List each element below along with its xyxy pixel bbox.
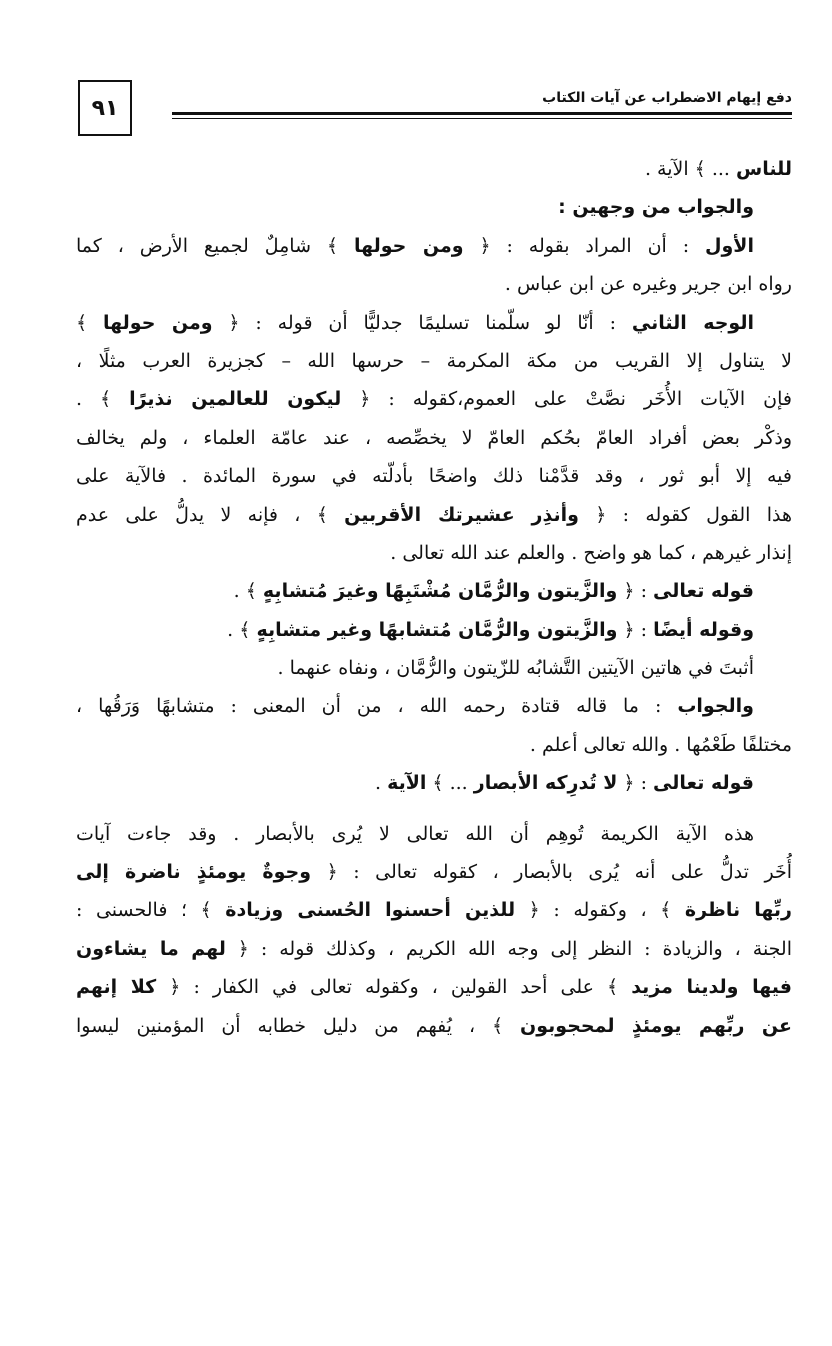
text-segment: ... ﴾	[426, 772, 474, 795]
bold-segment: والزَّيتون والرُّمَّان مُشْتَبِهًا وغيرَ مُتشابِهٍ	[262, 580, 618, 603]
bold-segment: للذين أحسنوا الحُسنى وزيادة	[225, 899, 516, 922]
text-segment: وذكْر بعض أفراد العامّ بحُكم العامّ لا يخصِّصه ، عند عامّة العلماء ، ولم يخالف	[76, 426, 792, 449]
text-line	[76, 968, 792, 1006]
bold-segment: ومن حولها	[103, 311, 213, 334]
text-segment: ﴾ شامِلٌ لجميع الأرض ، كما	[76, 234, 354, 257]
text-line	[76, 891, 792, 929]
bold-segment: الأول	[705, 234, 754, 257]
text-segment: ﴾ ، يُفهم من دليل خطابه أن المؤمنين ليسوا	[76, 1014, 521, 1037]
text-segment: رواه ابن جرير وغيره عن ابن عباس .	[504, 273, 792, 296]
text-segment: ﴾ على أحد القولين ، وكقوله تعالى في الكفار : ﴿	[156, 976, 632, 999]
text-line	[76, 380, 792, 418]
bold-segment: ومن حولها	[353, 234, 464, 257]
text-line	[76, 815, 792, 853]
text-segment: ﴾ ، وكقوله : ﴿	[515, 899, 685, 922]
text-line	[76, 687, 792, 725]
bold-segment: والزَّيتون والرُّمَّان مُتشابهًا وغير متشابِهٍ	[256, 618, 618, 641]
text-line	[76, 611, 792, 649]
text-segment: أثبتَ في هاتين الآيتين التَّشابُه للزّيتون والرُّمَّان ، ونفاه عنهما .	[277, 657, 754, 680]
body-text	[76, 150, 792, 1045]
text-segment: ... ﴾ الآية .	[644, 158, 736, 180]
running-title: دفع إيهام الاضطراب عن آيات الكتاب	[542, 90, 792, 106]
bold-segment: لهم ما يشاءون	[76, 937, 226, 960]
text-segment: مختلفًا طَعْمُها . والله تعالى أعلم .	[529, 733, 792, 756]
text-line	[76, 853, 792, 891]
bold-segment: الوجه الثاني	[631, 311, 754, 334]
text-segment: ﴾ ؛ فالحسنى :	[76, 899, 226, 922]
text-line	[76, 342, 792, 380]
text-segment: الجنة ، والزيادة : النظر إلى وجه الله الكريم ، وكذلك قوله : ﴿	[225, 937, 792, 960]
text-line	[76, 265, 792, 303]
text-segment: : أنّا لو سلّمنا تسليمًا جدليًّا أن قوله : ﴿	[212, 311, 632, 334]
text-line	[76, 649, 792, 687]
bold-segment: للناس	[736, 158, 792, 180]
text-segment: : أن المراد بقوله : ﴿	[463, 234, 706, 257]
text-line	[76, 304, 792, 342]
text-segment: : ﴿	[617, 580, 654, 603]
page-number: ٩١	[78, 80, 132, 136]
bold-segment: الآية	[387, 772, 427, 795]
text-segment: ﴾	[76, 311, 103, 334]
bold-segment: ليكون للعالمين نذيرًا	[129, 388, 342, 411]
text-line	[76, 726, 792, 764]
text-line	[76, 1007, 792, 1045]
bold-segment: ربِّها ناظرة	[684, 899, 792, 922]
text-segment: .	[374, 772, 388, 795]
text-segment: ﴾ .	[227, 618, 257, 641]
text-line	[76, 227, 792, 265]
bold-segment: قوله تعالى	[653, 580, 754, 603]
text-segment: : ﴿	[617, 618, 654, 641]
text-segment: هذه الآية الكريمة تُوهِم أن الله تعالى لا يُرى بالأبصار . وقد جاءت آيات	[76, 822, 754, 845]
text-line	[76, 496, 792, 534]
text-segment: ﴾ ، فإنه لا يدلُّ على عدم	[76, 503, 345, 526]
text-line	[76, 930, 792, 968]
text-segment: أُخَر تدلُّ على أنه يُرى بالأبصار ، كقوله تعالى : ﴿	[311, 861, 792, 884]
text-line	[76, 419, 792, 457]
text-line	[76, 572, 792, 610]
text-segment: إنذار غيرهم ، كما هو واضح . والعلم عند الله تعالى .	[390, 541, 792, 564]
text-line	[76, 764, 792, 802]
text-segment: هذا القول كقوله : ﴿	[578, 503, 792, 526]
bold-segment: فيها ولدينا مزيد	[631, 976, 792, 999]
text-line	[76, 457, 792, 495]
header-rule-thin	[172, 118, 792, 119]
text-line	[76, 150, 792, 188]
bold-segment: والجواب من وجهين :	[558, 196, 754, 219]
bold-segment: والجواب	[677, 695, 754, 718]
bold-segment: لا تُدرِكه الأبصار	[473, 772, 618, 795]
text-line	[76, 534, 792, 572]
text-segment: لا يتناول إلا القريب من مكة المكرمة – حرسها الله – كجزيرة العرب مثلًا ،	[76, 349, 792, 372]
text-segment: فإن الآيات الأُخَر نصَّتْ على العموم،كقوله : ﴿	[341, 388, 792, 411]
text-segment: : ما قاله قتادة رحمه الله ، من أن المعنى : متشابهًا وَرَقُها ،	[76, 695, 678, 718]
bold-segment: عن ربِّهم يومئذٍ لمحجوبون	[520, 1014, 792, 1037]
text-segment: ﴾ .	[76, 388, 130, 411]
text-segment: : ﴿	[617, 772, 654, 795]
bold-segment: قوله تعالى	[653, 772, 754, 795]
header-rule	[172, 112, 792, 115]
bold-segment: وأنذِر عشيرتك الأقربين	[344, 503, 579, 526]
text-line	[76, 188, 792, 226]
text-segment: فيه إلا أبو ثور ، وقد قدَّمْنا ذلك واضحًا بأدلّته في سورة المائدة . فالآية على	[76, 465, 792, 488]
bold-segment: وجوةٌ يومئذٍ ناضرة إلى	[76, 861, 312, 884]
bold-segment: كلا إنهم	[76, 976, 157, 999]
bold-segment: وقوله أيضًا	[653, 618, 754, 641]
text-segment: ﴾ .	[233, 580, 263, 603]
